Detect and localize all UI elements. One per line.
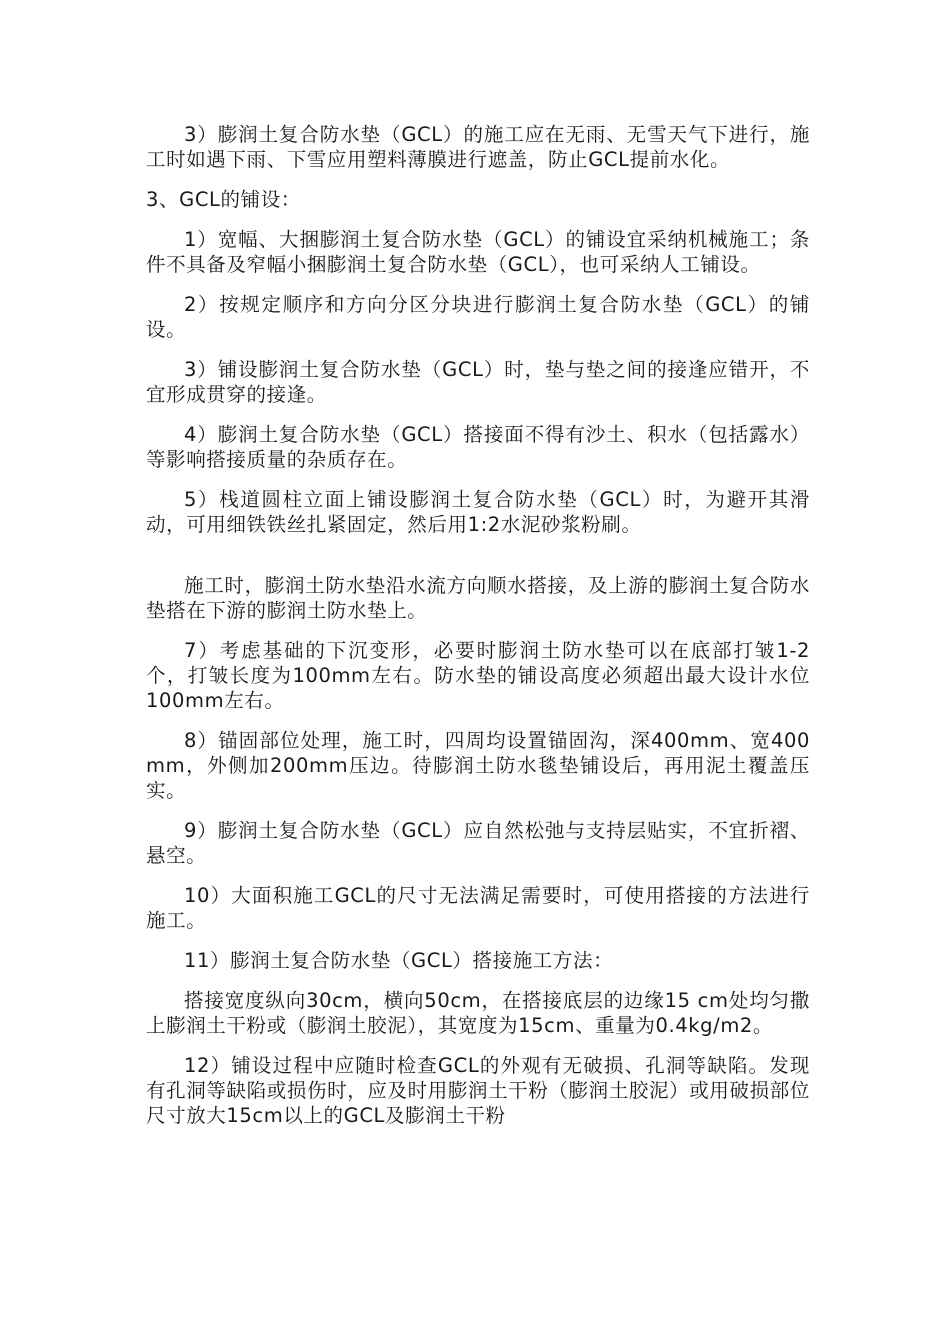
- paragraph-overlap-clean: 4）膨润土复合防水垫（GCL）搭接面不得有沙土、积水（包括露水）等影响搭接质量的杂质存在。: [146, 423, 810, 471]
- paragraph-inspection: 12）铺设过程中应随时检查GCL的外观有无破损、孔洞等缺陷。发现有孔洞等缺陷或损伤时，应及时用膨润土干粉（膨润土胶泥）或用破损部位尺寸放大15cm以上的GCL及膨润土干粉: [146, 1054, 810, 1127]
- paragraph-natural-relax: 9）膨润土复合防水垫（GCL）应自然松弛与支持层贴实，不宜折褶、悬空。: [146, 819, 810, 867]
- paragraph-column-facade: 5）栈道圆柱立面上铺设膨润土复合防水垫（GCL）时，为避开其滑动，可用细铁铁丝扎紧固定，然后用1:2水泥砂浆粉刷。: [146, 488, 810, 536]
- document-body: [146, 122, 810, 1143]
- paragraph-laying-order: 2）按规定顺序和方向分区分块进行膨润土复合防水垫（GCL）的铺设。: [146, 293, 810, 341]
- paragraph-large-area: 10）大面积施工GCL的尺寸无法满足需要时，可使用搭接的方法进行施工。: [146, 884, 810, 932]
- paragraph-overlap-width: 搭接宽度纵向30cm，横向50cm，在搭接底层的边缘15 cm处均匀撒上膨润土干粉或（膨润土胶泥），其宽度为15cm、重量为0.4kg/m2。: [146, 989, 810, 1037]
- paragraph-overlap-method: 11）膨润土复合防水垫（GCL）搭接施工方法：: [184, 949, 614, 972]
- paragraph-seam-stagger: 3）铺设膨润土复合防水垫（GCL）时，垫与垫之间的接逢应错开，不宜形成贯穿的接逢。: [146, 358, 810, 406]
- paragraph-anchoring: 8）锚固部位处理，施工时，四周均设置锚固沟，深400mm、宽400 mm，外侧加200mm压边。待膨润土防水毯垫铺设后，再用泥土覆盖压实。: [146, 729, 810, 802]
- paragraph-flow-direction: 施工时，膨润土防水垫沿水流方向顺水搭接，及上游的膨润土复合防水垫搭在下游的膨润土防水垫上。: [146, 574, 810, 622]
- paragraph-settlement: 7）考虑基础的下沉变形，必要时膨润土防水垫可以在底部打皱1-2个，打皱长度为100mm左右。防水垫的铺设高度必须超出最大设计水位100mm左右。: [146, 639, 810, 712]
- section-heading-gcl-laying: 3、GCL的铺设：: [146, 188, 301, 211]
- paragraph-gcl-weather: 3）膨润土复合防水垫（GCL）的施工应在无雨、无雪天气下进行，施工时如遇下雨、下雪应用塑料薄膜进行遮盖，防止GCL提前水化。: [146, 123, 810, 171]
- paragraph-laying-method: 1）宽幅、大捆膨润土复合防水垫（GCL）的铺设宜采纳机械施工；条件不具备及窄幅小捆膨润土复合防水垫（GCL），也可采纳人工铺设。: [146, 228, 810, 276]
